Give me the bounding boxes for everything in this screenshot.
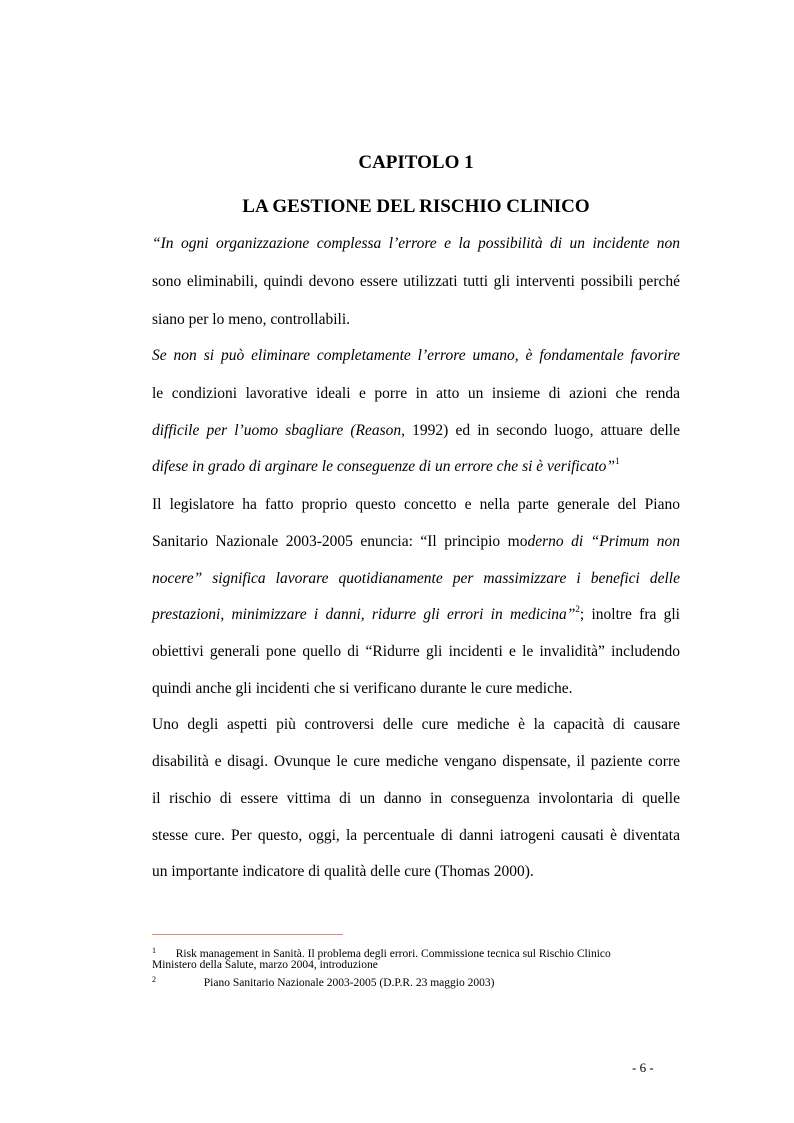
body-line-11: [152, 605, 680, 625]
footnote-ref-2: 2: [575, 604, 580, 614]
quote-text: “In ogni organizzazione complessa l’errore e la possibilità di un incidente non: [152, 235, 680, 252]
footnote-1-text: Risk management in Sanità. Il problema degli errori. Commissione tecnica sul Rischio Clinico: [175, 948, 611, 960]
quote-text: difese in grado di arginare le conseguenze di un errore che si è verificato”: [152, 458, 616, 475]
quote-text: difficile per l’uomo sbagliare (Reason,: [152, 422, 406, 439]
chapter-heading: CAPITOLO 1: [358, 152, 474, 173]
body-line-6: [152, 421, 680, 441]
body-text: 1992) ed in secondo luogo, attuare delle: [405, 422, 680, 439]
body-line-16: il rischio di essere vittima di un danno in conseguenza involontaria di quelle: [152, 790, 680, 807]
body-text: Sanitario Nazionale 2003-2005 enuncia: “Il principio mo: [152, 533, 528, 550]
body-line-5: le condizioni lavorative ideali e porre in atto un insieme di azioni che renda: [152, 385, 680, 402]
body-line-15: disabilità e disagi. Ovunque le cure mediche vengano dispensate, il paziente corre: [152, 753, 680, 770]
footnote-1-number: 1: [152, 946, 156, 955]
body-line-13: quindi anche gli incidenti che si verificano durante le cure mediche.: [152, 680, 573, 697]
body-line-8: Il legislatore ha fatto proprio questo concetto e nella parte generale del Piano: [152, 496, 680, 513]
page-number: - 6 -: [632, 1060, 654, 1075]
quote-text: derno di “Primum non: [527, 533, 680, 550]
body-line-12: obiettivi generali pone quello di “Ridurre gli incidenti e le invalidità” includendo: [152, 643, 680, 660]
body-line-17: stesse cure. Per questo, oggi, la percentuale di danni iatrogeni causati è diventata: [152, 827, 680, 844]
quote-text: prestazioni, minimizzare i danni, ridurre gli errori in medicina”: [152, 606, 576, 623]
body-line-14: Uno degli aspetti più controversi delle cure mediche è la capacità di causare: [152, 716, 680, 733]
body-line-18: un importante indicatore di qualità delle cure (Thomas 2000).: [152, 863, 534, 880]
footnote-1-continuation: Ministero della Salute, marzo 2004, introduzione: [152, 959, 378, 971]
chapter-title: LA GESTIONE DEL RISCHIO CLINICO: [242, 196, 590, 217]
quote-text: Se non si può eliminare completamente l’errore umano, è fondamentale favorire: [152, 347, 680, 364]
body-line-2: sono eliminabili, quindi devono essere utilizzati tutti gli interventi possibili perché: [152, 273, 680, 290]
body-line-3: siano per lo meno, controllabili.: [152, 311, 351, 328]
quote-text: nocere” significa lavorare quotidianamente per massimizzare i benefici delle: [152, 570, 680, 587]
body-line-9: [152, 532, 680, 552]
footnote-ref-1: 1: [615, 456, 620, 466]
body-line-4: [152, 346, 680, 366]
body-line-10: [152, 569, 680, 589]
footnote-2-text: Piano Sanitario Nazionale 2003-2005 (D.P.R. 23 maggio 2003): [203, 977, 495, 989]
body-text: ; inoltre fra gli: [579, 606, 680, 623]
footnote-2: [152, 973, 494, 990]
body-line-1: [152, 234, 680, 254]
footnote-2-number: 2: [152, 975, 156, 984]
body-line-7: [152, 457, 680, 477]
footnote-separator: [152, 934, 343, 935]
